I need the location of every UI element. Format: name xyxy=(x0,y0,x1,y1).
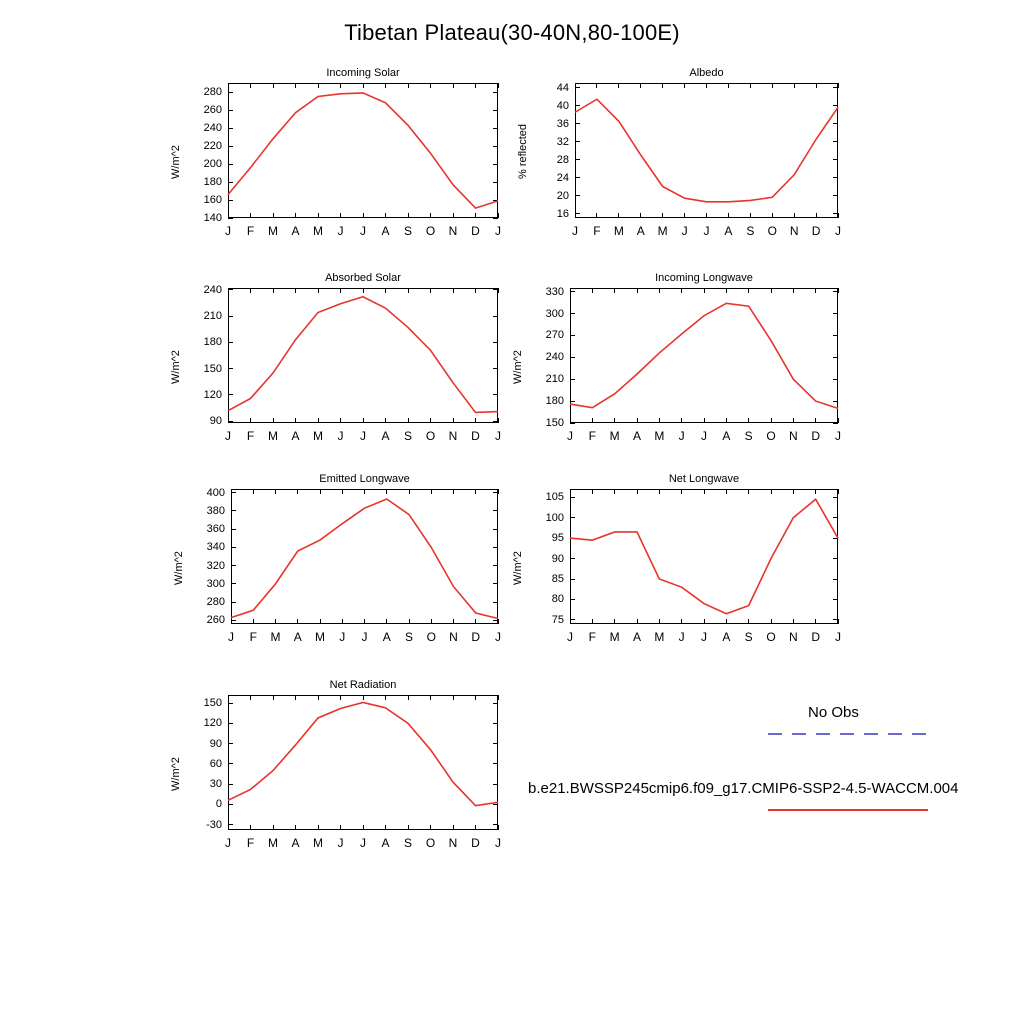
x-tick-label: O xyxy=(425,836,436,850)
y-tick-label: 105 xyxy=(545,491,564,504)
series-layer xyxy=(570,489,838,624)
x-tick-label: N xyxy=(448,836,458,850)
x-tick-label: J xyxy=(703,224,710,238)
panel-title: Net Radiation xyxy=(329,679,397,691)
x-tick-label: M xyxy=(315,630,325,644)
y-tick-label: 330 xyxy=(545,285,564,298)
panel-title: Incoming Longwave xyxy=(655,272,753,284)
panel-title: Incoming Solar xyxy=(326,67,400,79)
x-tick-label: J xyxy=(361,630,368,644)
x-tick-label: F xyxy=(246,836,255,850)
y-tick-label: 75 xyxy=(551,613,564,626)
x-tick-label: J xyxy=(572,224,578,238)
y-axis-label: W/m^2 xyxy=(170,144,182,179)
x-tick-label: F xyxy=(249,630,257,644)
data-series-line xyxy=(228,297,498,413)
x-tick-label: J xyxy=(567,630,573,644)
y-tick-label: 210 xyxy=(545,373,564,386)
y-axis-label: W/m^2 xyxy=(170,756,182,791)
legend-swatch-model xyxy=(768,804,928,816)
x-tick-label: J xyxy=(567,429,573,443)
x-tick-label: A xyxy=(293,630,302,644)
y-tick-label: 16 xyxy=(556,207,569,220)
x-tick-label: J xyxy=(360,429,366,443)
y-tick-label: 44 xyxy=(556,81,569,94)
y-tick-label: 240 xyxy=(203,122,222,134)
y-tick-label: 32 xyxy=(556,135,569,148)
x-tick-label: D xyxy=(811,630,820,644)
x-tick-label: M xyxy=(657,224,668,238)
y-tick-label: 20 xyxy=(556,189,569,202)
x-tick-label: A xyxy=(722,429,731,443)
x-tick-label: F xyxy=(588,630,596,644)
y-tick-label: 90 xyxy=(209,737,222,750)
x-tick-label: J xyxy=(835,224,841,238)
x-tick-label: D xyxy=(471,429,480,443)
x-tick-label: M xyxy=(654,630,665,644)
y-tick-label: 28 xyxy=(556,153,569,166)
panel-title: Absorbed Solar xyxy=(325,272,401,284)
data-series-line xyxy=(228,702,498,805)
x-tick-label: F xyxy=(246,429,255,443)
x-tick-label: M xyxy=(654,429,665,443)
x-tick-label: A xyxy=(632,429,641,443)
y-tick-label: 300 xyxy=(545,307,564,320)
panel-title: Net Longwave xyxy=(668,473,740,485)
x-tick-label: A xyxy=(291,429,300,443)
y-tick-label: 36 xyxy=(556,117,569,130)
x-tick-label: O xyxy=(426,630,436,644)
x-tick-label: O xyxy=(766,429,776,443)
series-layer xyxy=(228,83,498,218)
x-tick-label: J xyxy=(225,429,231,443)
x-tick-label: N xyxy=(448,224,458,238)
y-tick-label: 200 xyxy=(203,158,222,170)
y-tick-label: 210 xyxy=(203,310,222,323)
page-title: Tibetan Plateau(30-40N,80-100E) xyxy=(344,20,680,45)
x-tick-label: J xyxy=(495,224,501,238)
y-tick-label: 90 xyxy=(209,415,222,428)
y-tick-label: 140 xyxy=(203,212,222,224)
y-tick-label: 340 xyxy=(206,541,225,554)
x-tick-label: M xyxy=(313,429,323,443)
x-tick-label: A xyxy=(381,224,390,238)
y-tick-label: 280 xyxy=(206,596,225,609)
x-tick-label: D xyxy=(471,630,481,644)
x-tick-label: F xyxy=(593,224,601,238)
x-tick-label: S xyxy=(744,429,753,443)
x-tick-label: N xyxy=(448,429,458,443)
y-tick-label: 180 xyxy=(203,176,222,188)
x-tick-label: J xyxy=(360,836,366,850)
x-tick-label: A xyxy=(291,224,300,238)
y-axis-label: % reflected xyxy=(517,123,529,179)
x-tick-label: M xyxy=(609,429,620,443)
y-tick-label: 150 xyxy=(203,362,222,375)
y-tick-label: 260 xyxy=(203,104,222,116)
x-tick-label: M xyxy=(313,224,323,238)
x-tick-label: M xyxy=(313,836,323,850)
x-tick-label: A xyxy=(382,630,391,644)
x-tick-label: M xyxy=(268,836,278,850)
x-tick-label: M xyxy=(270,630,281,644)
x-tick-label: D xyxy=(811,224,821,238)
x-tick-label: N xyxy=(788,630,798,644)
x-tick-label: M xyxy=(609,630,620,644)
y-tick-label: 160 xyxy=(203,194,222,206)
y-tick-label: 30 xyxy=(209,778,222,791)
y-tick-label: 260 xyxy=(206,614,225,627)
x-tick-label: A xyxy=(722,630,731,644)
series-layer xyxy=(575,83,838,218)
y-tick-label: 180 xyxy=(203,336,222,349)
y-tick-label: 150 xyxy=(545,417,564,429)
x-tick-label: F xyxy=(246,224,255,238)
y-tick-label: 240 xyxy=(545,351,564,364)
y-tick-label: 80 xyxy=(551,593,564,606)
x-tick-label: J xyxy=(681,224,688,238)
y-axis-label: W/m^2 xyxy=(512,349,524,384)
legend xyxy=(520,700,1020,810)
data-series-line xyxy=(575,99,838,202)
x-tick-label: M xyxy=(613,224,624,238)
legend-label-obs: No Obs xyxy=(808,704,859,721)
x-tick-label: A xyxy=(291,836,300,850)
data-series-line xyxy=(570,499,838,614)
x-tick-label: N xyxy=(788,429,798,443)
x-tick-label: J xyxy=(701,630,707,644)
chart-panel xyxy=(170,67,501,238)
y-axis-label: W/m^2 xyxy=(170,349,182,384)
x-tick-label: J xyxy=(495,429,501,443)
x-tick-label: S xyxy=(404,630,413,644)
series-layer xyxy=(228,288,498,423)
data-series-line xyxy=(228,93,498,208)
y-tick-label: -30 xyxy=(206,818,222,831)
x-tick-label: S xyxy=(403,224,412,238)
chart-panel xyxy=(170,679,501,850)
x-tick-label: J xyxy=(339,630,346,644)
y-tick-label: 300 xyxy=(206,577,225,590)
y-tick-label: 320 xyxy=(206,559,225,572)
x-tick-label: J xyxy=(225,836,231,850)
data-series-line xyxy=(231,499,498,619)
x-tick-label: N xyxy=(449,630,458,644)
y-tick-label: 360 xyxy=(206,523,225,536)
series-layer xyxy=(228,695,498,830)
x-tick-label: J xyxy=(835,429,841,443)
y-tick-label: 180 xyxy=(545,395,564,408)
y-tick-label: 95 xyxy=(551,532,564,545)
x-tick-label: S xyxy=(403,429,412,443)
y-tick-label: 60 xyxy=(209,757,222,770)
x-tick-label: A xyxy=(381,429,390,443)
legend-label-model: b.e21.BWSSP245cmip6.f09_g17.CMIP6-SSP2-4.5-WACCM.004 xyxy=(528,780,959,797)
y-tick-label: 270 xyxy=(545,329,564,342)
chart-panel xyxy=(512,272,841,443)
panel-title: Emitted Longwave xyxy=(319,473,410,485)
x-tick-label: M xyxy=(268,429,278,443)
x-tick-label: J xyxy=(835,630,841,644)
x-tick-label: M xyxy=(268,224,278,238)
y-tick-label: 90 xyxy=(551,552,564,565)
x-tick-label: A xyxy=(632,630,641,644)
x-tick-label: J xyxy=(678,630,685,644)
chart-panel xyxy=(173,473,501,644)
x-tick-label: J xyxy=(495,836,501,850)
x-tick-label: O xyxy=(766,630,776,644)
legend-swatch-obs xyxy=(768,728,928,740)
y-tick-label: 120 xyxy=(203,388,222,401)
y-tick-label: 240 xyxy=(203,283,222,296)
x-tick-label: F xyxy=(588,429,596,443)
x-tick-label: J xyxy=(228,630,234,644)
x-tick-label: J xyxy=(337,836,344,850)
x-tick-label: O xyxy=(425,224,436,238)
y-tick-label: 280 xyxy=(203,86,222,98)
x-tick-label: J xyxy=(678,429,685,443)
data-series-line xyxy=(570,303,838,408)
x-tick-label: J xyxy=(225,224,231,238)
x-tick-label: D xyxy=(471,224,480,238)
x-tick-label: J xyxy=(337,429,344,443)
x-tick-label: O xyxy=(425,429,436,443)
y-tick-label: 0 xyxy=(215,798,222,811)
y-tick-label: 120 xyxy=(203,717,222,730)
y-tick-label: 400 xyxy=(206,486,225,499)
x-tick-label: D xyxy=(471,836,480,850)
y-tick-label: 24 xyxy=(556,171,569,184)
y-axis-label: W/m^2 xyxy=(512,550,524,585)
x-tick-label: A xyxy=(724,224,733,238)
x-tick-label: A xyxy=(381,836,390,850)
y-tick-label: 380 xyxy=(206,504,225,517)
x-tick-label: J xyxy=(360,224,366,238)
x-tick-label: N xyxy=(789,224,799,238)
x-tick-label: J xyxy=(701,429,707,443)
y-tick-label: 150 xyxy=(203,697,222,710)
series-layer xyxy=(570,288,838,423)
x-tick-label: S xyxy=(746,224,755,238)
x-tick-label: S xyxy=(744,630,753,644)
x-tick-label: O xyxy=(767,224,777,238)
y-tick-label: 100 xyxy=(545,511,564,524)
x-tick-label: D xyxy=(811,429,820,443)
y-axis-label: W/m^2 xyxy=(173,550,185,585)
x-tick-label: A xyxy=(636,224,645,238)
chart-panel xyxy=(170,272,501,443)
x-tick-label: J xyxy=(337,224,344,238)
y-tick-label: 40 xyxy=(556,99,569,112)
x-tick-label: S xyxy=(403,836,412,850)
chart-panel xyxy=(517,67,841,238)
x-tick-label: J xyxy=(495,630,501,644)
y-tick-label: 85 xyxy=(551,573,564,585)
panel-title: Albedo xyxy=(689,67,724,79)
chart-panel xyxy=(512,473,841,644)
series-layer xyxy=(231,489,498,624)
y-tick-label: 220 xyxy=(203,140,222,152)
